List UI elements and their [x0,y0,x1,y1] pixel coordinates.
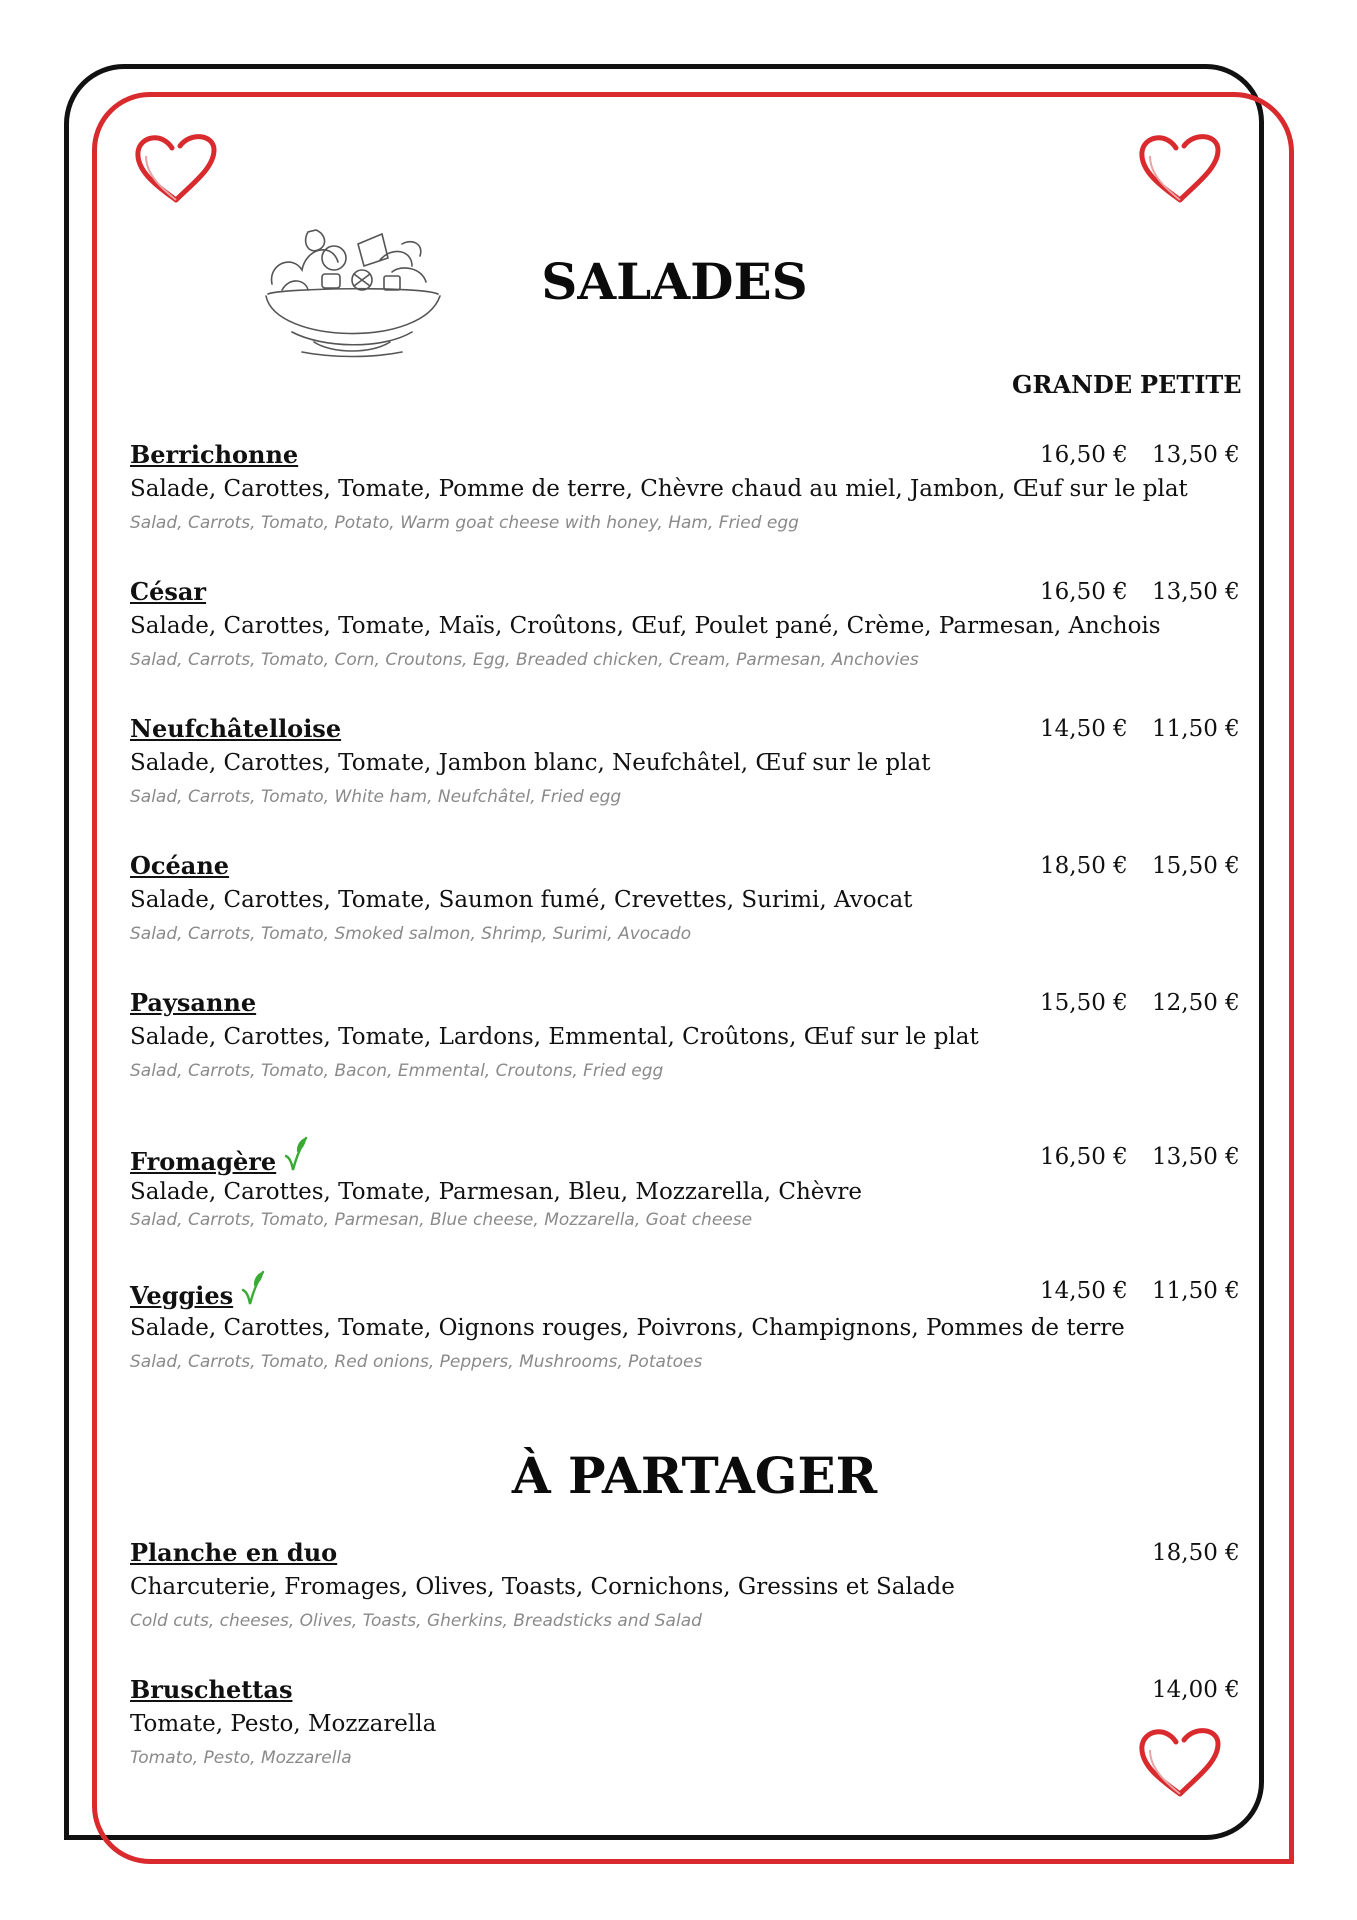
column-header-petite: PETITE [1140,370,1242,399]
menu-item [130,1270,1240,1375]
price-grande: 15,50 € [1040,990,1128,1016]
column-header-grande: GRANDE [1012,370,1133,399]
menu-item-description-fr: Salade, Carottes, Tomate, Pomme de terre, Chèvre chaud au miel, Jambon, Œuf sur le plat [130,476,1188,502]
menu-item-description-en: Cold cuts, cheeses, Olives, Toasts, Gherkins, Breadsticks and Salad [130,1611,702,1631]
menu-item [130,851,1240,947]
menu-item-description-en: Salad, Carrots, Tomato, Corn, Croutons, Egg, Breaded chicken, Cream, Parmesan, Anchovies [130,650,919,670]
menu-item-name: César [130,577,207,606]
price-grande: 14,50 € [1040,1278,1128,1304]
menu-item-description-en: Salad, Carrots, Tomato, Parmesan, Blue cheese, Mozzarella, Goat cheese [130,1210,753,1230]
menu-item-description-fr: Salade, Carottes, Tomate, Lardons, Emmental, Croûtons, Œuf sur le plat [130,1024,979,1050]
price-petite: 13,50 € [1152,579,1240,605]
price-petite: 11,50 € [1152,716,1240,742]
price: 14,00 € [1152,1677,1240,1703]
price: 18,50 € [1152,1540,1240,1566]
price-petite: 13,50 € [1152,442,1240,468]
price-grande: 16,50 € [1040,442,1128,468]
menu-item [130,577,1240,673]
heart-icon [1134,128,1226,206]
menu-item-description-en: Salad, Carrots, Tomato, Red onions, Peppers, Mushrooms, Potatoes [130,1352,703,1372]
page-title-salades: SALADES [541,252,808,311]
heart-icon [130,128,222,206]
price-petite: 13,50 € [1152,1144,1240,1170]
menu-item-name: Bruschettas [130,1675,293,1704]
menu-item-description-fr: Salade, Carottes, Tomate, Saumon fumé, Crevettes, Surimi, Avocat [130,887,913,913]
price-grande: 14,50 € [1040,716,1128,742]
menu-item-description-fr: Salade, Carottes, Tomate, Oignons rouges, Poivrons, Champignons, Pommes de terre [130,1315,1125,1341]
menu-item-description-en: Salad, Carrots, Tomato, Smoked salmon, Shrimp, Surimi, Avocado [130,924,692,944]
vegetarian-leaf-icon [282,1136,308,1172]
price-petite: 15,50 € [1152,853,1240,879]
menu-item-name: Veggies [130,1281,234,1310]
menu-item-name: Berrichonne [130,440,299,469]
price-grande: 16,50 € [1040,579,1128,605]
menu-item-description-fr: Salade, Carottes, Tomate, Parmesan, Bleu, Mozzarella, Chèvre [130,1179,863,1205]
menu-item-name: Neufchâtelloise [130,714,342,743]
menu-item [130,1136,1240,1233]
price-grande: 16,50 € [1040,1144,1128,1170]
menu-item-description-fr: Charcuterie, Fromages, Olives, Toasts, Cornichons, Gressins et Salade [130,1574,955,1600]
menu-item-description-fr: Tomate, Pesto, Mozzarella [130,1711,437,1737]
menu-item-name: Paysanne [130,988,257,1017]
menu-item-description-fr: Salade, Carottes, Tomate, Maïs, Croûtons, Œuf, Poulet pané, Crème, Parmesan, Anchois [130,613,1161,639]
menu-item [130,1675,1240,1771]
menu-item-description-fr: Salade, Carottes, Tomate, Jambon blanc, Neufchâtel, Œuf sur le plat [130,750,931,776]
menu-item [130,1538,1240,1634]
menu-item-name: Océane [130,851,230,880]
price-grande: 18,50 € [1040,853,1128,879]
menu-item [130,714,1240,810]
section-title-partager: À PARTAGER [511,1446,878,1505]
menu-item [130,440,1240,536]
menu-item-description-en: Salad, Carrots, Tomato, Bacon, Emmental, Croutons, Fried egg [130,1061,664,1081]
menu-item-description-en: Salad, Carrots, Tomato, Potato, Warm goat cheese with honey, Ham, Fried egg [130,513,799,533]
menu-item-name: Fromagère [130,1147,277,1176]
price-petite: 12,50 € [1152,990,1240,1016]
menu-item-description-en: Salad, Carrots, Tomato, White ham, Neufchâtel, Fried egg [130,787,622,807]
menu-item-description-en: Tomato, Pesto, Mozzarella [130,1748,352,1768]
vegetarian-leaf-icon [239,1270,265,1306]
menu-item [130,988,1240,1084]
menu-item-name: Planche en duo [130,1538,338,1567]
price-petite: 11,50 € [1152,1278,1240,1304]
